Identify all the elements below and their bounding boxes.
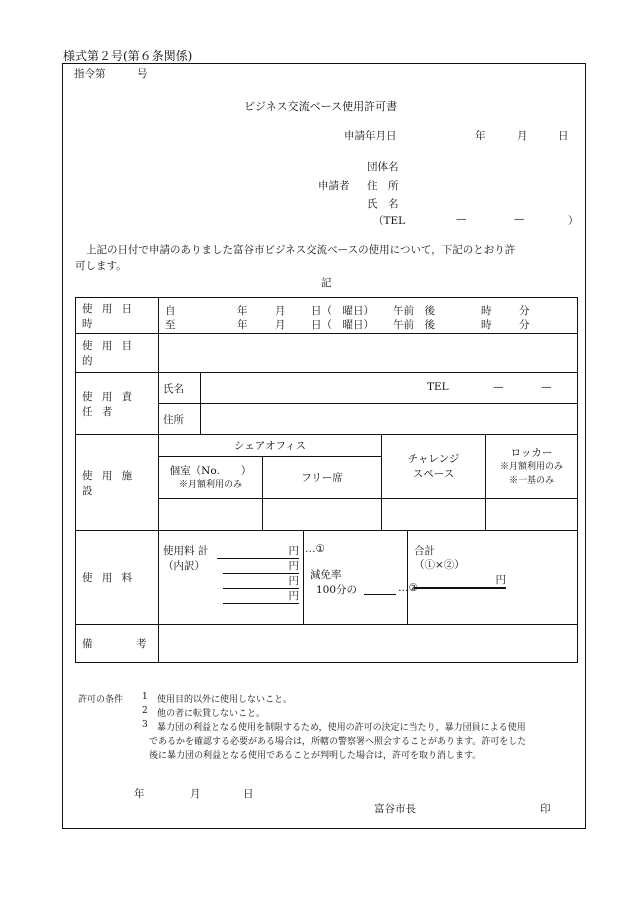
sum-formula: （①×②） — [414, 559, 465, 571]
free-seat-field[interactable] — [263, 499, 382, 531]
from-ampm: 午前 後 — [393, 304, 435, 317]
resp-tel-dash-2: — — [541, 381, 552, 393]
fee-total-label: 使用料 計 — [163, 545, 209, 557]
name-label: 氏 名 — [367, 198, 399, 210]
seal-mark: 印 — [540, 803, 551, 815]
locker-note-1: ※月額利用のみ — [500, 461, 564, 472]
locker-field[interactable] — [486, 499, 578, 531]
condition-num-2: 2 — [142, 706, 148, 716]
private-room-field[interactable] — [159, 499, 263, 531]
purpose-field[interactable] — [159, 334, 578, 373]
to-hour: 時 — [481, 318, 492, 331]
private-room-note: ※月額利用のみ — [178, 479, 242, 490]
use-datetime-cell[interactable] — [159, 298, 578, 334]
from-day: 日（ 曜日） — [311, 304, 374, 317]
reduction-label: 減免率 — [310, 569, 342, 581]
per-hundred-label: 100分の — [316, 584, 358, 596]
fee-item-3-yen: 円 — [223, 588, 299, 604]
resp-tel-dash-1: — — [493, 381, 504, 393]
fee-breakdown-label: （内訳） — [163, 560, 205, 572]
facility-label: 使 用 施 設 — [76, 435, 159, 531]
group-name-label: 団体名 — [367, 161, 399, 173]
to-month: 月 — [275, 318, 286, 331]
to-label: 至 — [165, 318, 176, 331]
conditions-label: 許可の条件 — [78, 695, 124, 705]
responsible-label: 使 用 責 任 者 — [76, 373, 159, 435]
private-room-header — [159, 457, 263, 499]
from-minute: 分 — [519, 304, 530, 317]
application-date-label: 申請年月日 — [344, 130, 397, 142]
to-minute: 分 — [519, 318, 530, 331]
fee-circle-1: …① — [305, 543, 325, 555]
free-seat-header: フリー席 — [263, 457, 382, 499]
footer-month: 月 — [190, 788, 201, 800]
tel-dash-2: — — [514, 213, 525, 225]
date-year: 年 — [475, 130, 486, 142]
condition-2: 他の者に転貸しないこと。 — [157, 709, 266, 719]
fee-item-2-yen: 円 — [223, 573, 299, 589]
applicant-label: 申請者 — [318, 180, 350, 192]
challenge-space-field[interactable] — [382, 499, 486, 531]
from-label: 自 — [165, 304, 176, 317]
to-year: 年 — [237, 318, 248, 331]
sum-label: 合計 — [414, 545, 435, 557]
fee-breakdown-cell[interactable] — [159, 531, 325, 625]
remarks-label: 備 考 — [76, 625, 159, 663]
ki-mark: 記 — [321, 277, 332, 289]
reduction-blank[interactable] — [364, 582, 396, 595]
from-hour: 時 — [481, 304, 492, 317]
sum-yen: 円 — [414, 572, 506, 589]
challenge-line-1: チャレンジ — [407, 452, 460, 465]
resp-address-field[interactable] — [201, 404, 578, 435]
condition-num-1: 1 — [142, 692, 148, 702]
permit-table — [75, 297, 578, 663]
condition-3-line-1: 暴力団の利益となる使用を制限するため，使用の許可の決定に当たり，暴力団員による使用 — [157, 723, 526, 733]
mayor-label: 富谷市長 — [374, 803, 416, 815]
locker-header — [486, 435, 578, 499]
private-room-label: 個室（No. ） — [169, 464, 252, 477]
purpose-label: 使 用 目 的 — [76, 334, 159, 373]
tel-dash-1: — — [456, 213, 467, 225]
total-cell[interactable] — [408, 531, 578, 625]
use-datetime-label: 使 用 日 時 — [76, 298, 159, 334]
resp-tel-label: TEL — [427, 381, 449, 393]
condition-num-3: 3 — [142, 720, 148, 730]
intro-text-2: 可します。 — [75, 260, 127, 272]
to-day: 日（ 曜日） — [311, 318, 374, 331]
footer-year: 年 — [134, 788, 145, 800]
condition-1: 使用目的以外に使用しないこと。 — [157, 695, 293, 705]
challenge-line-2: スペース — [412, 467, 455, 480]
address-label: 住 所 — [367, 180, 399, 192]
date-day: 日 — [558, 130, 569, 142]
locker-title: ロッカー — [510, 446, 553, 459]
date-month: 月 — [517, 130, 528, 142]
form-number: 様式第２号(第６条関係) — [63, 49, 193, 63]
intro-text-1: 上記の日付で申請のありました富谷市ビジネス交流ベースの使用について，下記のとおり許 — [86, 244, 516, 256]
fee-label: 使 用 料 — [76, 531, 159, 625]
condition-3-line-3: 後に暴力団の利益となる使用であることが判明した場合は，許可を取り消します。 — [149, 751, 482, 761]
resp-name-label: 氏名 — [159, 373, 201, 404]
from-month: 月 — [275, 304, 286, 317]
resp-name-field[interactable] — [201, 373, 578, 404]
fee-circle-2: …② — [398, 582, 418, 594]
fee-item-1-yen: 円 — [223, 558, 299, 574]
directive-number: 指令第 号 — [74, 68, 148, 80]
tel-close: ） — [568, 215, 579, 227]
reduction-cell[interactable] — [304, 531, 418, 625]
tel-open: （TEL — [373, 215, 406, 227]
challenge-space-header — [382, 435, 486, 499]
locker-note-2: ※一基のみ — [509, 475, 555, 486]
from-year: 年 — [237, 304, 248, 317]
page-title: ビジネス交流ベース使用許可書 — [244, 100, 398, 113]
resp-address-label: 住所 — [159, 404, 201, 435]
fee-total-yen: 円 — [217, 543, 299, 559]
condition-3-line-2: であるかを確認する必要がある場合は，所轄の警察署へ照会することがあります。許可をした — [149, 737, 527, 747]
share-office-header: シェアオフィス — [159, 435, 382, 457]
remarks-field[interactable] — [159, 625, 578, 663]
to-ampm: 午前 後 — [393, 318, 435, 331]
footer-day: 日 — [243, 788, 254, 800]
